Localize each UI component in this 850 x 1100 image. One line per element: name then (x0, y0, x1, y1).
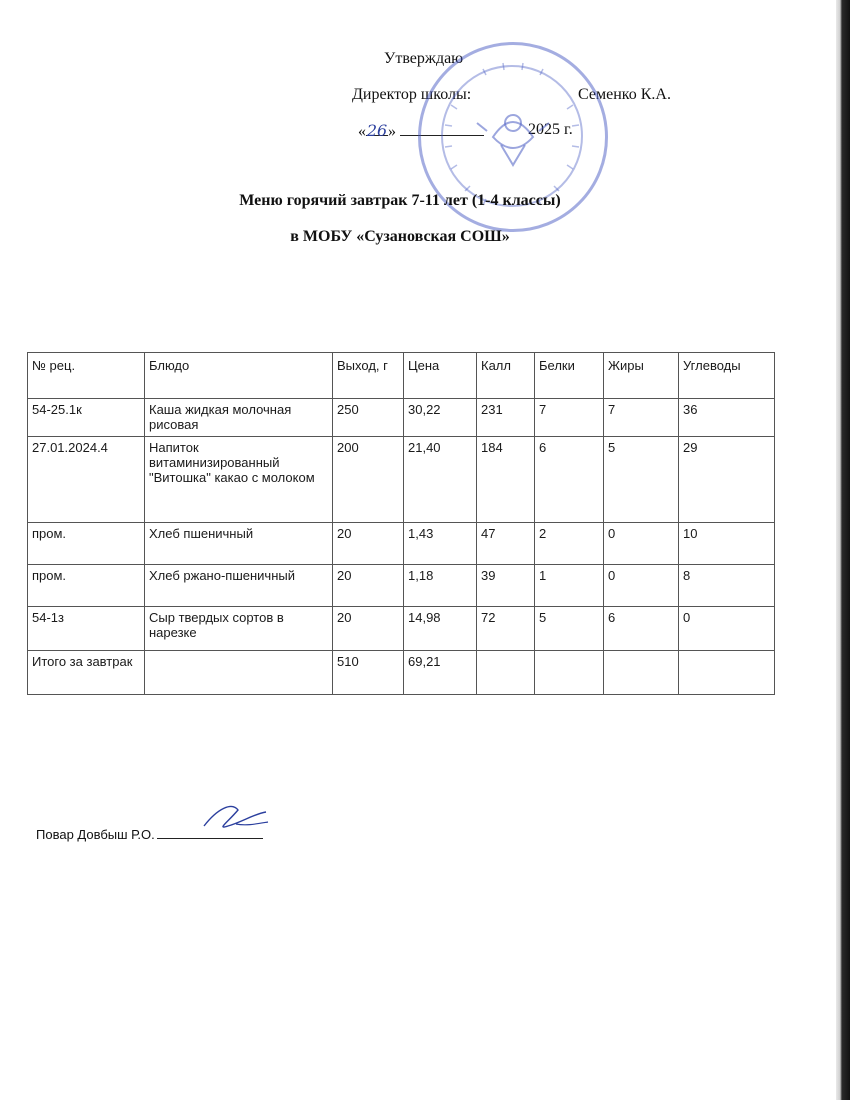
table-cell: 39 (477, 565, 535, 607)
table-cell: 20 (333, 523, 404, 565)
table-cell: 21,40 (404, 437, 477, 523)
table-cell: Хлеб ржано-пшеничный (145, 565, 333, 607)
table-cell: Сыр твердых сортов в нарезке (145, 607, 333, 651)
table-row (28, 565, 775, 607)
date-day (366, 121, 388, 140)
menu-title: Меню горячий завтрак 7-11 лет (1-4 классы) (239, 192, 561, 209)
table-cell: 6 (535, 437, 604, 523)
director-position: Директор школы: (352, 86, 472, 103)
table-cell: 2 (535, 523, 604, 565)
table-cell: 36 (679, 399, 775, 437)
date-quote-close: » (388, 123, 396, 140)
table-cell: 69,21 (404, 651, 477, 695)
table-cell: 47 (477, 523, 535, 565)
table-cell: 510 (333, 651, 404, 695)
header-cell: Жиры (604, 353, 679, 399)
header-cell: № рец. (28, 353, 145, 399)
table-cell: 54-1з (28, 607, 145, 651)
table-cell: 184 (477, 437, 535, 523)
table-cell: 231 (477, 399, 535, 437)
table-row (28, 607, 775, 651)
table-cell: 30,22 (404, 399, 477, 437)
table-row (28, 523, 775, 565)
table-cell: Итого за завтрак (28, 651, 145, 695)
menu-subtitle: в МОБУ «Сузановская СОШ» (290, 228, 510, 245)
table-cell: 0 (604, 523, 679, 565)
table-cell (535, 651, 604, 695)
cook-label: Повар Довбыш Р.О. (36, 827, 155, 842)
menu-table (27, 352, 775, 695)
table-cell: 0 (679, 607, 775, 651)
table-cell: 27.01.2024.4 (28, 437, 145, 523)
table-cell: 5 (604, 437, 679, 523)
header-cell: Калл (477, 353, 535, 399)
table-row (28, 437, 775, 523)
header-cell: Цена (404, 353, 477, 399)
director-name: Семенко К.А. (578, 86, 671, 103)
scan-edge (836, 0, 850, 1100)
table-cell: 7 (604, 399, 679, 437)
table-cell: 250 (333, 399, 404, 437)
table-cell: 200 (333, 437, 404, 523)
header-cell: Углеводы (679, 353, 775, 399)
table-cell: 1,18 (404, 565, 477, 607)
table-cell: 20 (333, 607, 404, 651)
table-header-row (28, 353, 775, 399)
table-cell: 7 (535, 399, 604, 437)
date-year: 2025 г. (528, 121, 573, 138)
table-cell: 6 (604, 607, 679, 651)
table-cell: 10 (679, 523, 775, 565)
approve-label: Утверждаю (384, 50, 464, 67)
table-cell (145, 651, 333, 695)
table-total-row (28, 651, 775, 695)
table-cell: пром. (28, 523, 145, 565)
table-cell: пром. (28, 565, 145, 607)
table-cell: 29 (679, 437, 775, 523)
table-cell: 54-25.1к (28, 399, 145, 437)
header-cell: Выход, г (333, 353, 404, 399)
table-cell: 5 (535, 607, 604, 651)
table-cell (604, 651, 679, 695)
table-cell: 20 (333, 565, 404, 607)
table-cell: 8 (679, 565, 775, 607)
table-cell: 1 (535, 565, 604, 607)
header-cell: Белки (535, 353, 604, 399)
date-quote-open: « (358, 123, 366, 140)
handwritten-signature-icon (198, 800, 270, 834)
header-cell: Блюдо (145, 353, 333, 399)
table-cell: 14,98 (404, 607, 477, 651)
table-cell (679, 651, 775, 695)
table-cell (477, 651, 535, 695)
table-cell: 0 (604, 565, 679, 607)
table-cell: 72 (477, 607, 535, 651)
table-cell: Каша жидкая молочная рисовая (145, 399, 333, 437)
handwritten-day: 26 (366, 121, 388, 140)
table-cell: 1,43 (404, 523, 477, 565)
table-cell: Хлеб пшеничный (145, 523, 333, 565)
table-row (28, 399, 775, 437)
table-cell: Напиток витаминизированный "Витошка" какао с молоком (145, 437, 333, 523)
